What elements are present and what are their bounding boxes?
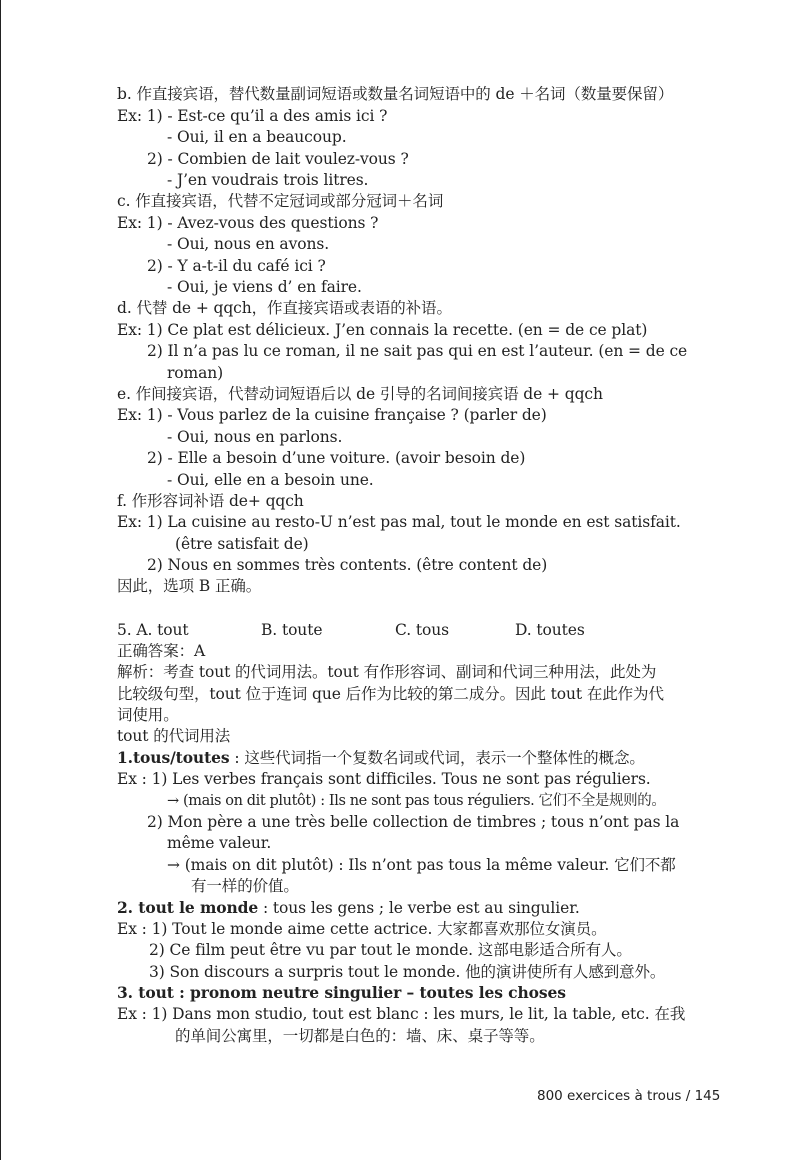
- question-options: [117, 620, 717, 640]
- text-line: 有一样的价值。: [191, 877, 299, 895]
- section-3-heading: 3. tout : pronom neutre singulier – toutes les choses: [117, 983, 566, 1002]
- section-1-heading: 1.tous/toutes: [117, 748, 230, 767]
- answer-line: 正确答案：A: [117, 642, 206, 660]
- option-a: 5. A. tout: [117, 621, 189, 639]
- explanation-line: 词使用。: [117, 706, 179, 724]
- section-2-heading: 2. tout le monde: [117, 898, 259, 917]
- text-line: roman): [167, 364, 224, 382]
- text-line: c. 作直接宾语，代替不定冠词或部分冠词＋名词: [117, 192, 444, 210]
- text-line: → (mais on dit plutôt) : Ils ne sont pas tous réguliers. 它们不全是规则的。: [167, 793, 666, 809]
- option-b: B. toute: [261, 621, 323, 639]
- text-line: Ex : 1) Tout le monde aime cette actrice. 大家都喜欢那位女演员。: [117, 920, 607, 938]
- text-line: Ex : 1) Les verbes français sont difficiles. Tous ne sont pas réguliers.: [117, 770, 651, 788]
- text-line: → (mais on dit plutôt) : Ils n’ont pas tous la même valeur. 它们不都: [167, 856, 676, 874]
- text-line: - Oui, il en a beaucoup.: [167, 128, 347, 146]
- text-line: 2) Ce film peut être vu par tout le monde. 这部电影适合所有人。: [149, 941, 632, 959]
- text-line: 因此，选项 B 正确。: [117, 577, 262, 595]
- section-2-line: [117, 898, 580, 918]
- text-line: d. 代替 de + qqch，作直接宾语或表语的补语。: [117, 299, 452, 317]
- text-line: 2) Il n’a pas lu ce roman, il ne sait pas qui en est l’auteur. (en = de ce: [147, 342, 688, 360]
- section-2-text: : tous les gens ; le verbe est au singulier.: [258, 899, 580, 917]
- text-line: 3) Son discours a surpris tout le monde. 他的演讲使所有人感到意外。: [149, 963, 666, 981]
- text-line: - Oui, je viens d’ en faire.: [167, 278, 362, 296]
- text-line: - J’en voudrais trois litres.: [167, 171, 369, 189]
- text-line: même valeur.: [167, 834, 272, 852]
- text-line: e. 作间接宾语，代替动词短语后以 de 引导的名词间接宾语 de + qqch: [117, 385, 603, 403]
- text-line: 的单间公寓里，一切都是白色的：墙、床、桌子等等。: [175, 1027, 545, 1045]
- subheading: tout 的代词用法: [117, 727, 231, 745]
- text-line: 2) - Y a-t-il du café ici ?: [147, 257, 326, 275]
- explanation-line: 解析：考查 tout 的代词用法。tout 有作形容词、副词和代词三种用法，此处为: [117, 663, 657, 681]
- text-line: Ex : 1) Dans mon studio, tout est blanc : les murs, le lit, la table, etc. 在我: [117, 1005, 686, 1023]
- text-line: Ex: 1) - Est-ce qu’il a des amis ici ?: [117, 107, 388, 125]
- text-line: 2) Nous en sommes très contents. (être content de): [147, 556, 548, 574]
- option-d: D. toutes: [515, 621, 585, 639]
- section-1-text: : 这些代词指一个复数名词或代词，表示一个整体性的概念。: [229, 749, 645, 767]
- text-line: 2) - Elle a besoin d’une voiture. (avoir besoin de): [147, 449, 526, 467]
- explanation-line: 比较级句型，tout 位于连词 que 后作为比较的第二成分。因此 tout 在此作为代: [117, 685, 664, 703]
- text-line: Ex: 1) - Avez-vous des questions ?: [117, 214, 379, 232]
- text-line: - Oui, nous en avons.: [167, 235, 330, 253]
- text-line: Ex: 1) La cuisine au resto-U n’est pas mal, tout le monde en est satisfait.: [117, 513, 681, 531]
- text-line: - Oui, elle en a besoin une.: [167, 471, 374, 489]
- text-line: (être satisfait de): [175, 535, 309, 553]
- section-1-line: [117, 748, 645, 768]
- page-footer: 800 exercices à trous / 145: [537, 1088, 721, 1104]
- text-line: Ex: 1) - Vous parlez de la cuisine française ? (parler de): [117, 406, 547, 424]
- text-line: b. 作直接宾语，替代数量副词短语或数量名词短语中的 de ＋名词（数量要保留）: [117, 85, 674, 103]
- text-line: 2) - Combien de lait voulez-vous ?: [147, 150, 409, 168]
- text-line: Ex: 1) Ce plat est délicieux. J’en connais la recette. (en = de ce plat): [117, 321, 648, 339]
- text-line: f. 作形容词补语 de+ qqch: [117, 492, 304, 510]
- text-line: 2) Mon père a une très belle collection de timbres ; tous n’ont pas la: [147, 813, 680, 831]
- option-c: C. tous: [395, 621, 449, 639]
- text-line: - Oui, nous en parlons.: [167, 428, 343, 446]
